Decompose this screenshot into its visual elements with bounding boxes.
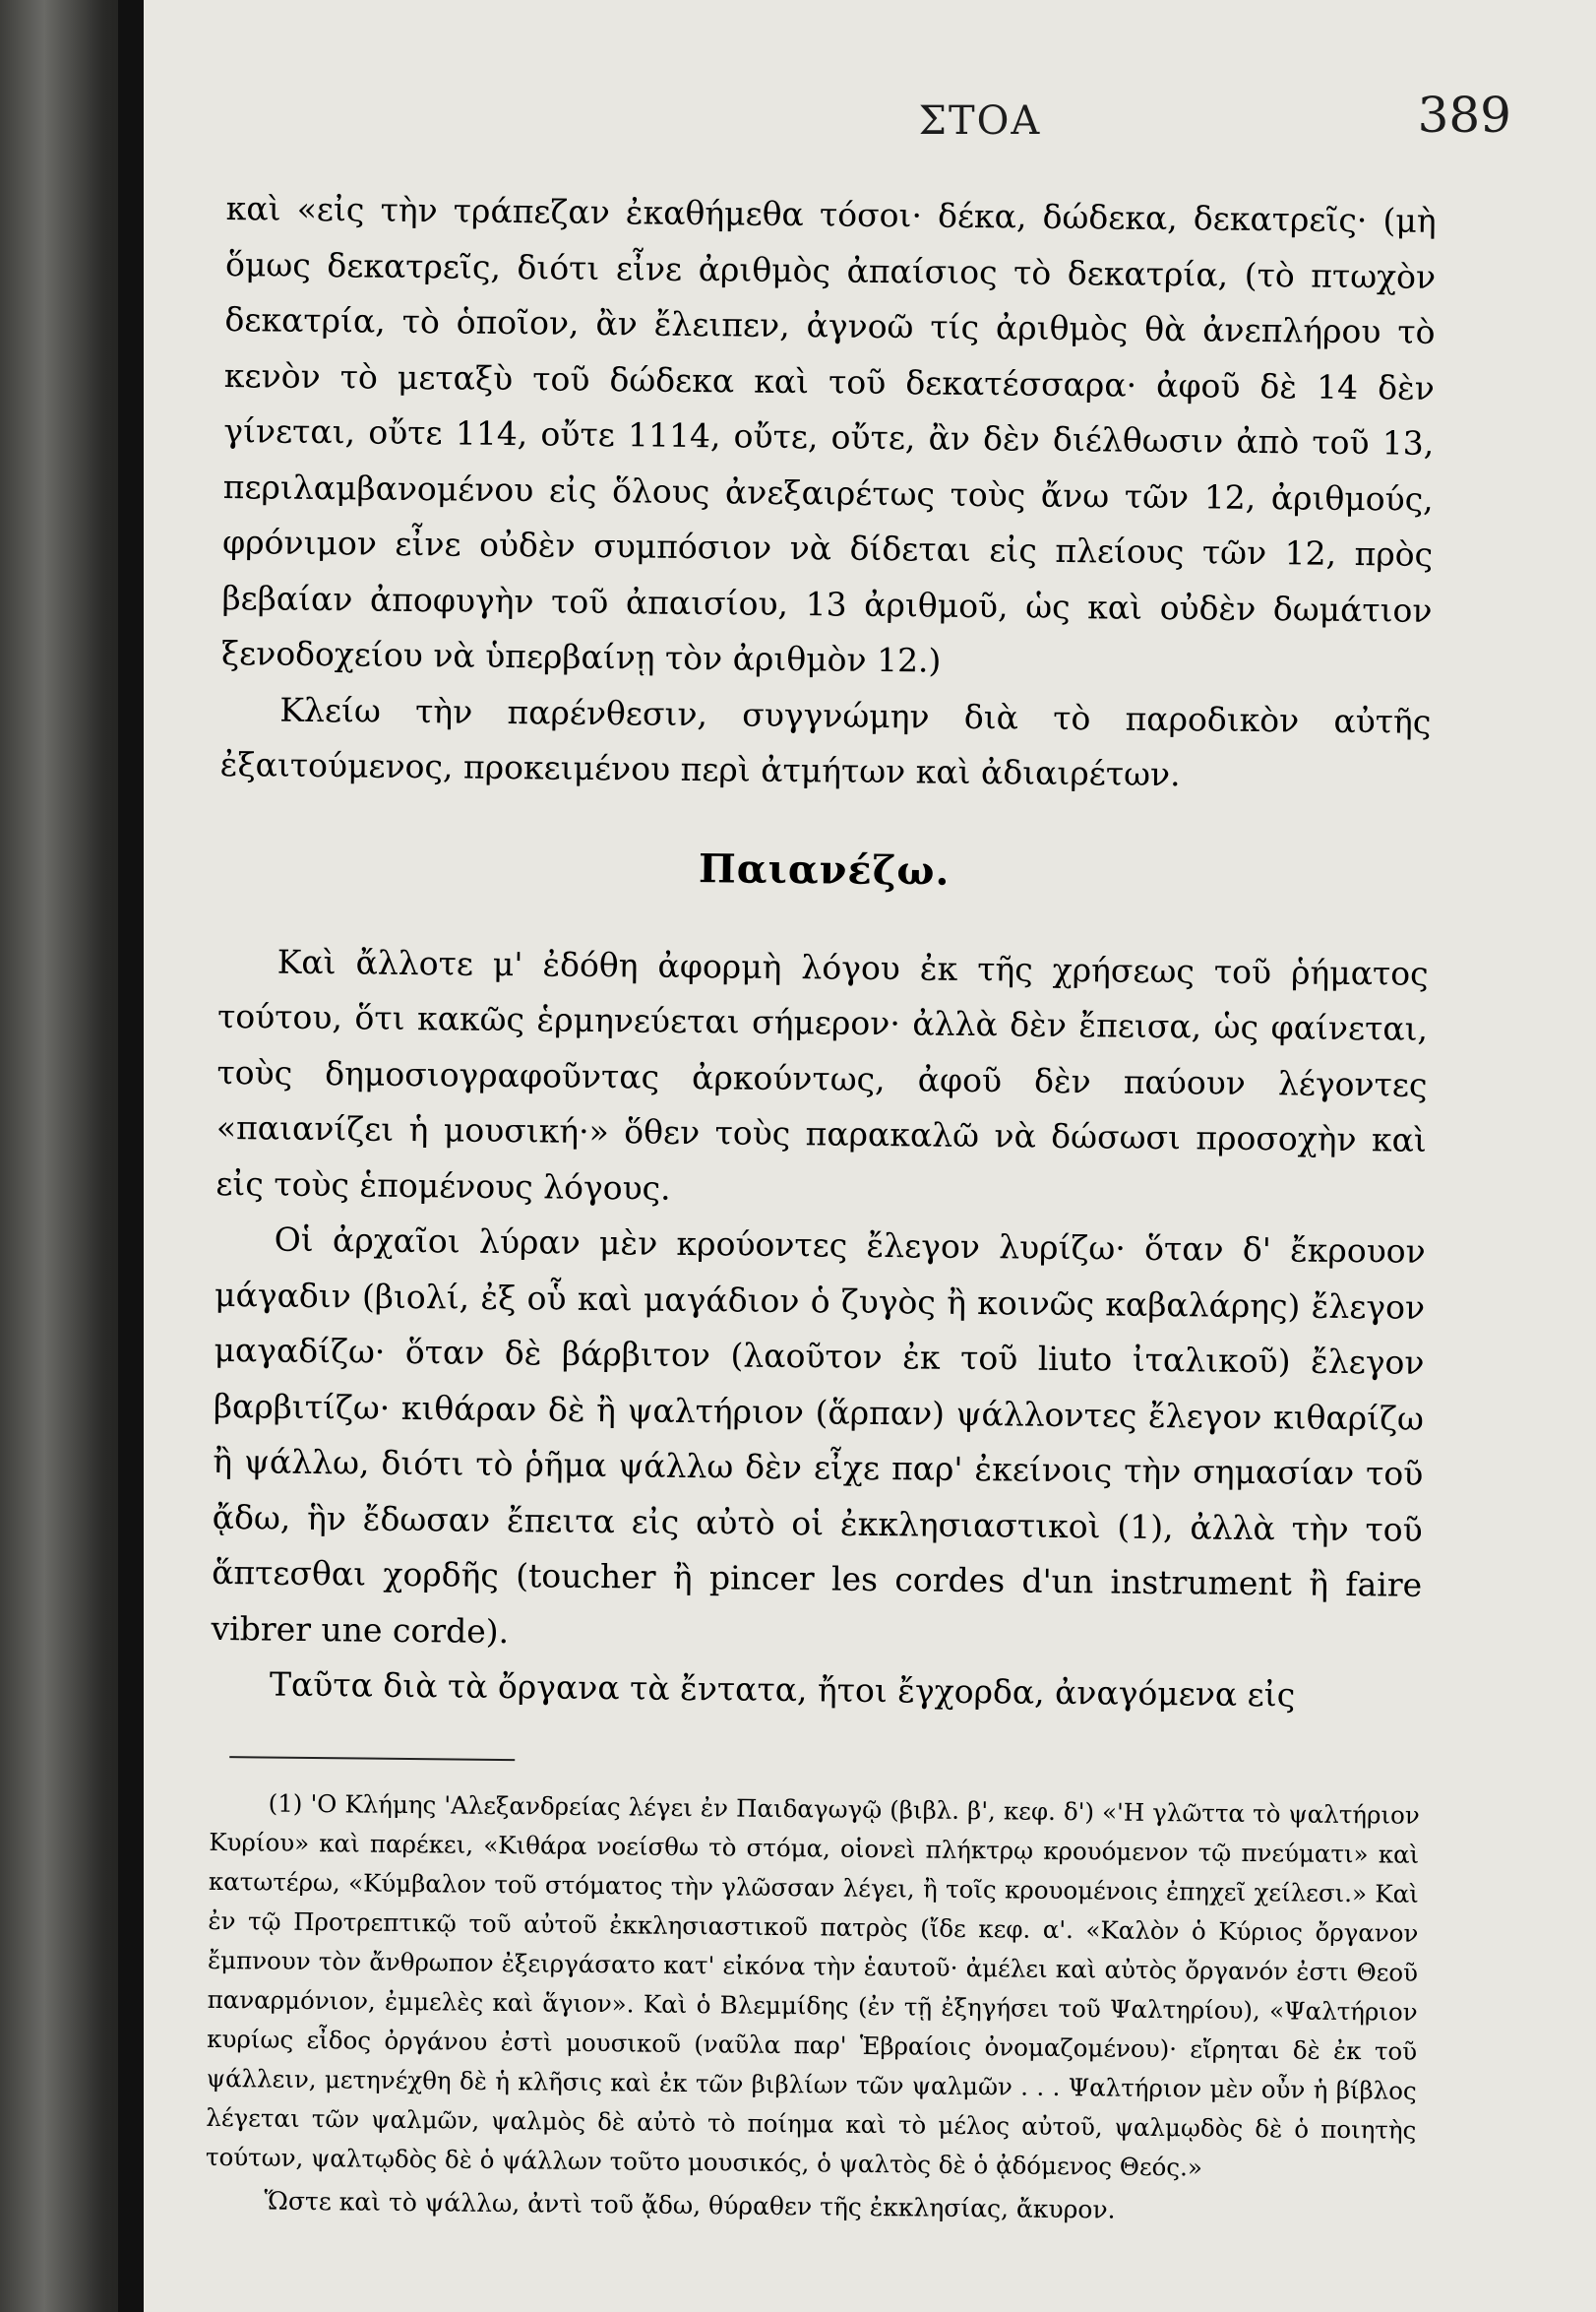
body-paragraph-1: καὶ «εἰς τὴν τράπεζαν ἐκαθήμεθα τόσοι· δέκα, δώδεκα, δεκατρεῖς· (μὴ ὅμως δεκατρεῖς, διότι εἶνε ἀριθμὸς ἀπαίσιος τὸ δεκατρία, (τὸ πτωχὸν δεκατρία, τὸ ὁποῖον, ἂν ἔλειπεν, ἀγνοῶ τίς ἀριθμὸς θὰ ἀνεπλήρου τὸ κενὸν τὸ μεταξὺ τοῦ δώδεκα καὶ τοῦ δεκατέσσαρα· ἀφοῦ δὲ 14 δὲν γίνεται, οὔτε 114, οὔτε 1114, οὔτε, οὔτε, ἂν δὲν διέλθωσιν ἀπὸ τοῦ 13, περιλαμβανομένου εἰς ὅλους ἀνεξαιρέτως τοὺς ἄνω τῶν 12, ἀριθμούς, φρόνιμον εἶνε οὐδὲν συμπόσιον νὰ δίδεται εἰς πλείους τῶν 12, πρὸς βεβαίαν ἀποφυγὴν τοῦ ἀπαισίου, 13 ἀριθμοῦ, ὡς καὶ οὐδὲν δωμάτιον ξενοδοχείου νὰ ὑπερβαίνῃ τὸν ἀριθμὸν 12.)	[220, 188, 1437, 680]
page-content	[205, 181, 1437, 2232]
body-paragraph-2: Κλείω τὴν παρένθεσιν, συγγνώμην διὰ τὸ παροδικὸν αὐτῆς ἐξαιτούμενος, προκειμένου περὶ ἀτμήτων καὶ ἀδιαιρέτων.	[219, 690, 1432, 794]
footnote-divider	[229, 1756, 515, 1761]
book-spine	[118, 0, 144, 2312]
footnote-closing-line: Ὥστε καὶ τὸ ψάλλω, ἀντὶ τοῦ ᾄδω, θύραθεν τῆς ἐκκλησίας, ἄκυρον.	[264, 2186, 1116, 2224]
running-header-title: ΣΤΟΑ	[918, 98, 1042, 144]
section-heading: Παιανέζω.	[698, 844, 951, 895]
body-paragraph-3: Καὶ ἄλλοτε μ' ἐδόθη ἀφορμὴ λόγου ἐκ τῆς χρήσεως τοῦ ῥήματος τούτου, ὅτι κακῶς ἑρμηνεύεται σήμερον· ἀλλὰ δὲν ἔπεισα, ὡς φαίνεται, τοὺς δημοσιογραφοῦντας ἀρκούντως, ἀφοῦ δὲν παύουν λέγοντες «παιανίζει ἡ μουσική·» ὅθεν τοὺς παρακαλῶ νὰ δώσωσι προσοχὴν καὶ εἰς τοὺς ἑπομένους λόγους.	[215, 942, 1429, 1208]
body-paragraph-4: Οἱ ἀρχαῖοι λύραν μὲν κρούοντες ἔλεγον λυρίζω· ὅταν δ' ἔκρουον μάγαδιν (βιολί, ἐξ οὗ καὶ μαγάδιον ὁ ζυγὸς ἢ κοινῶς καβαλάρης) ἔλεγον μαγαδίζω· ὅταν δὲ βάρβιτον (λαοῦτον ἐκ τοῦ liuto ἰταλικοῦ) ἔλεγον βαρβιτίζω· κιθάραν δὲ ἢ ψαλτήριον (ἅρπαν) ψάλλοντες ἔλεγον κιθαρίζω ἢ ψάλλω, διότι τὸ ῥῆμα ψάλλω δὲν εἶχε παρ' ἐκείνοις τὴν σημασίαν τοῦ ᾄδω, ἣν ἔδωσαν ἔπειτα εἰς αὐτὸ οἱ ἐκκλησιαστικοὶ (1), ἀλλὰ τὴν τοῦ ἅπτεσθαι χορδῆς (toucher ἢ pincer les cordes d'un instrument ἢ faire vibrer une corde).	[211, 1219, 1426, 1651]
footnote-text: (1) 'Ο Κλήμης 'Αλεξανδρείας λέγει ἐν Παιδαγωγῷ (βιβλ. β', κεφ. δ') «'Η γλῶττα τὸ ψαλτήριον Κυρίου» καὶ παρέκει, «Κιθάρα νοείσθω τὸ στόμα, οἱονεὶ πλήκτρῳ κρουόμενον τῷ πνεύματι» καὶ κατωτέρω, «Κύμβαλον τοῦ στόματος τὴν γλῶσσαν λέγει, ἢ τοῖς κρουομένοις ἐπηχεῖ χείλεσι.» Καὶ ἐν τῷ Προτρεπτικῷ τοῦ αὐτοῦ ἐκκλησιαστικοῦ πατρὸς (ἴδε κεφ. α'. «Καλὸν ὁ Κύριος ὄργανον ἔμπνουν τὸν ἄνθρωπον ἐξειργάσατο κατ' εἰκόνα τὴν ἑαυτοῦ· ἀμέλει καὶ αὐτὸς ὄργανόν ἐστι Θεοῦ παναρμόνιον, ἐμμελὲς καὶ ἅγιον». Καὶ ὁ Βλεμμίδης (ἐν τῇ ἐξηγήσει τοῦ Ψαλτηρίου), «Ψαλτήριον κυρίως εἶδος ὀργάνου ἐστὶ μουσικοῦ (ναῦλα παρ' Ἑβραίοις ὀνομαζομένου)· εἴρηται δὲ ἐκ τοῦ ψάλλειν, μετηνέχθη δὲ ἡ κλῆσις καὶ ἐκ τῶν βιβλίων τῶν ψαλμῶν . . . Ψαλτήριον μὲν οὖν ἡ βίβλος λέγεται τῶν ψαλμῶν, ψαλμὸς δὲ αὐτὸ τὸ ποίημα καὶ τὸ μέλος αὐτοῦ, ψαλμῳδὸς δὲ ὁ ποιητὴς τούτων, ψαλτῳδὸς δὲ ὁ ψάλλων τοῦτο μουσικός, ὁ ψαλτὸς δὲ ὁ ᾀδόμενος Θεός.»	[205, 1788, 1420, 2181]
page-number: 389	[1417, 87, 1511, 144]
body-paragraph-5: Ταῦτα διὰ τὰ ὄργανα τὰ ἔντατα, ἤτοι ἔγχορδα, ἀναγόμενα εἰς	[269, 1664, 1296, 1715]
